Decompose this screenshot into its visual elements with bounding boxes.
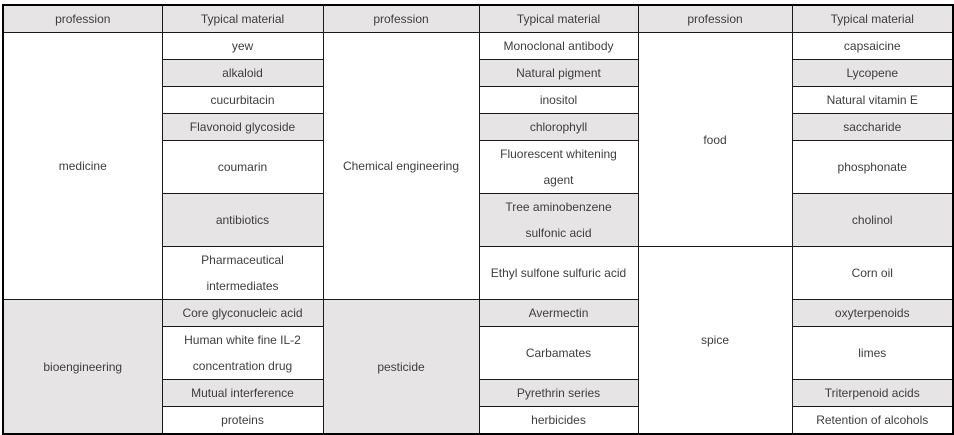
header-material-1: Typical material [162,5,323,33]
material-cell: Lycopene [792,60,953,87]
material-cell: Pyrethrin series [479,380,638,407]
material-cell: Ethyl sulfone sulfuric acid [479,247,638,300]
cell-profession-food: food [638,33,792,247]
table-row [3,33,953,60]
material-cell: Flavonoid glycoside [162,114,323,141]
material-cell: Tree aminobenzene sulfonic acid [479,194,638,247]
header-profession-1: profession [3,5,162,33]
material-cell: chlorophyll [479,114,638,141]
header-profession-2: profession [323,5,479,33]
material-cell: Core glyconucleic acid [162,300,323,327]
material-cell: Corn oil [792,247,953,300]
table-row [3,300,953,327]
cell-profession-pesticide: pesticide [323,300,479,435]
material-cell: limes [792,327,953,380]
material-cell: antibiotics [162,194,323,247]
material-cell: Human white fine IL-2 concentration drug [162,327,323,380]
material-cell: phosphonate [792,141,953,194]
material-cell: cucurbitacin [162,87,323,114]
header-profession-3: profession [638,5,792,33]
material-cell: Carbamates [479,327,638,380]
material-cell: coumarin [162,141,323,194]
cell-profession-chemical-engineering: Chemical engineering [323,33,479,300]
material-cell: Pharmaceutical intermediates [162,247,323,300]
header-material-3: Typical material [792,5,953,33]
material-cell: herbicides [479,407,638,435]
material-cell: Avermectin [479,300,638,327]
material-cell: Retention of alcohols [792,407,953,435]
material-cell: capsaicine [792,33,953,60]
material-cell: Fluorescent whitening agent [479,141,638,194]
material-cell: Triterpenoid acids [792,380,953,407]
material-cell: oxyterpenoids [792,300,953,327]
material-cell: inositol [479,87,638,114]
material-cell: Monoclonal antibody [479,33,638,60]
material-cell: cholinol [792,194,953,247]
material-cell: alkaloid [162,60,323,87]
cell-profession-bioengineering: bioengineering [3,300,162,435]
material-cell: proteins [162,407,323,435]
profession-materials-table [2,4,954,435]
material-cell: Mutual interference [162,380,323,407]
cell-profession-medicine: medicine [3,33,162,300]
material-cell: saccharide [792,114,953,141]
cell-profession-spice: spice [638,247,792,435]
header-row [3,5,953,33]
material-cell: Natural vitamin E [792,87,953,114]
material-cell: yew [162,33,323,60]
header-material-2: Typical material [479,5,638,33]
material-cell: Natural pigment [479,60,638,87]
